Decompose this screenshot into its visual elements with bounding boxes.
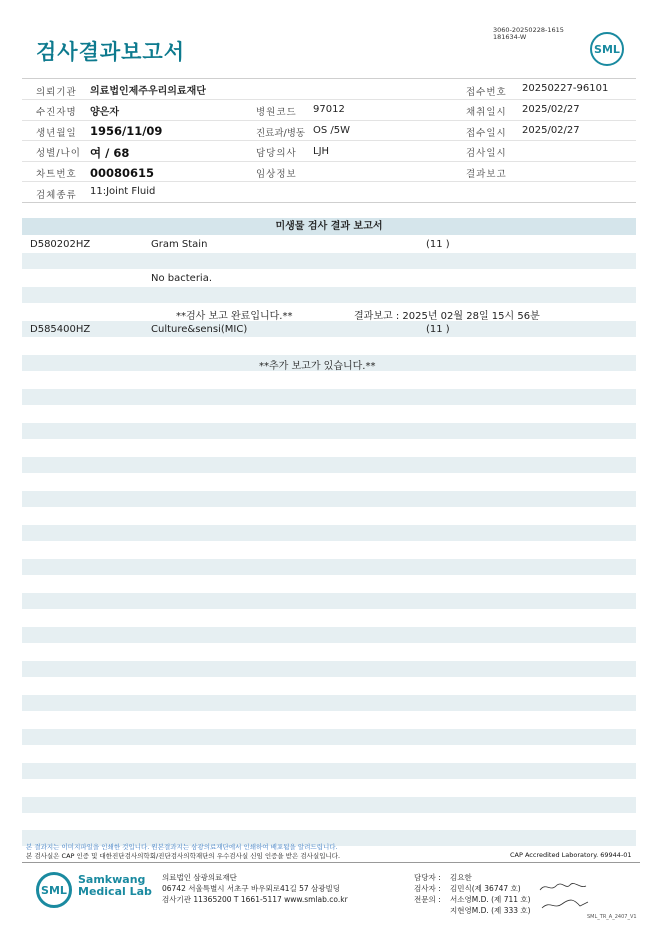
value-specimen: 11:Joint Fluid [90,186,156,197]
label-birth: 생년월일 [36,128,77,139]
report-done-message: **검사 보고 완료입니다.** [176,311,293,322]
row2-code: D585400HZ [30,324,91,335]
label-specimen: 검체종류 [36,190,77,201]
value-dept: OS /5W [313,125,351,136]
lab-name: Samkwang Medical Lab [78,873,152,898]
row1-test: Gram Stain [151,239,208,250]
label-clinical: 임상정보 [256,169,297,180]
value-sex-age: 여 / 68 [90,146,130,160]
label-doctor: 담당의사 [256,148,297,159]
samkwang-logo: SML [36,872,72,908]
staff-labels: 담당자 : 검사자 : 전문의 : [414,873,441,904]
label-sex-age: 성별/나이 [36,148,81,159]
row1-result: No bacteria. [151,273,213,284]
label-receipt-no: 접수번호 [466,87,507,98]
value-doctor: LJH [313,146,330,157]
footer-org: 의료법인 삼광의료재단 06742 서울특별시 서초구 바우뫼로41길 57 삼광빌딩 검사기관 11365200 T 1661-5117 www.smlab.co.kr [162,873,348,904]
report-time: 결과보고 : 2025년 02월 28일 15시 56분 [354,311,540,322]
label-hospital-code: 병원코드 [256,107,297,118]
notice-print: 본 결과지는 이미지파일을 인쇄한 것입니다. 원본결과지는 삼광의료재단에서 인쇄하여 배포됨을 알려드립니다. [26,843,338,851]
sml-logo: SML [590,32,624,66]
page-title: 검사결과보고서 [36,40,186,64]
row1-code: D580202HZ [30,239,91,250]
report-code-1: 3060-20250228-1615 [493,26,564,34]
row1-count: (11 ) [426,239,450,250]
report-code-2: 181634-W [493,33,527,41]
notice-accreditation: 본 검사실은 CAP 인증 및 대한진단검사의학회/진단검사의학재단의 우수검사실 신임 인증을 받은 검사실입니다. [26,852,341,860]
label-result-report: 결과보고 [466,169,507,180]
section-title: 미생물 검사 결과 보고서 [22,218,636,235]
cap-accreditation: CAP Accredited Laboratory. 69944-01 [510,851,632,859]
more-report-message: **추가 보고가 있습니다.** [259,361,376,372]
value-chart-no: 00080615 [90,166,155,180]
value-receipt-date: 2025/02/27 [522,125,580,136]
value-institution: 의료법인제주우리의료재단 [90,86,206,97]
label-dept: 진료과/병동 [256,128,306,139]
row2-test: Culture&sensi(MIC) [151,324,248,335]
label-institution: 의뢰기관 [36,87,77,98]
value-hospital-code: 97012 [313,104,345,115]
staff-names: 김요한 김민식(제 36747 호) 서소영M.D. (제 711 호) 지현영M.D. (제 333 호) [450,873,531,915]
label-receipt-date: 접수일시 [466,128,507,139]
form-code: SML_TR_A_2407_V1 [587,914,637,920]
label-patient: 수진자명 [36,107,77,118]
value-patient: 양은자 [90,107,119,118]
value-collect-date: 2025/02/27 [522,104,580,115]
value-birth: 1956/11/09 [90,124,163,138]
label-chart-no: 차트번호 [36,169,77,180]
label-collect-date: 채취일시 [466,107,507,118]
signature-tester [538,880,588,894]
row2-count: (11 ) [426,324,450,335]
value-receipt-no: 20250227-96101 [522,83,609,94]
signature-specialist [540,896,590,912]
label-test-date: 검사일시 [466,148,507,159]
